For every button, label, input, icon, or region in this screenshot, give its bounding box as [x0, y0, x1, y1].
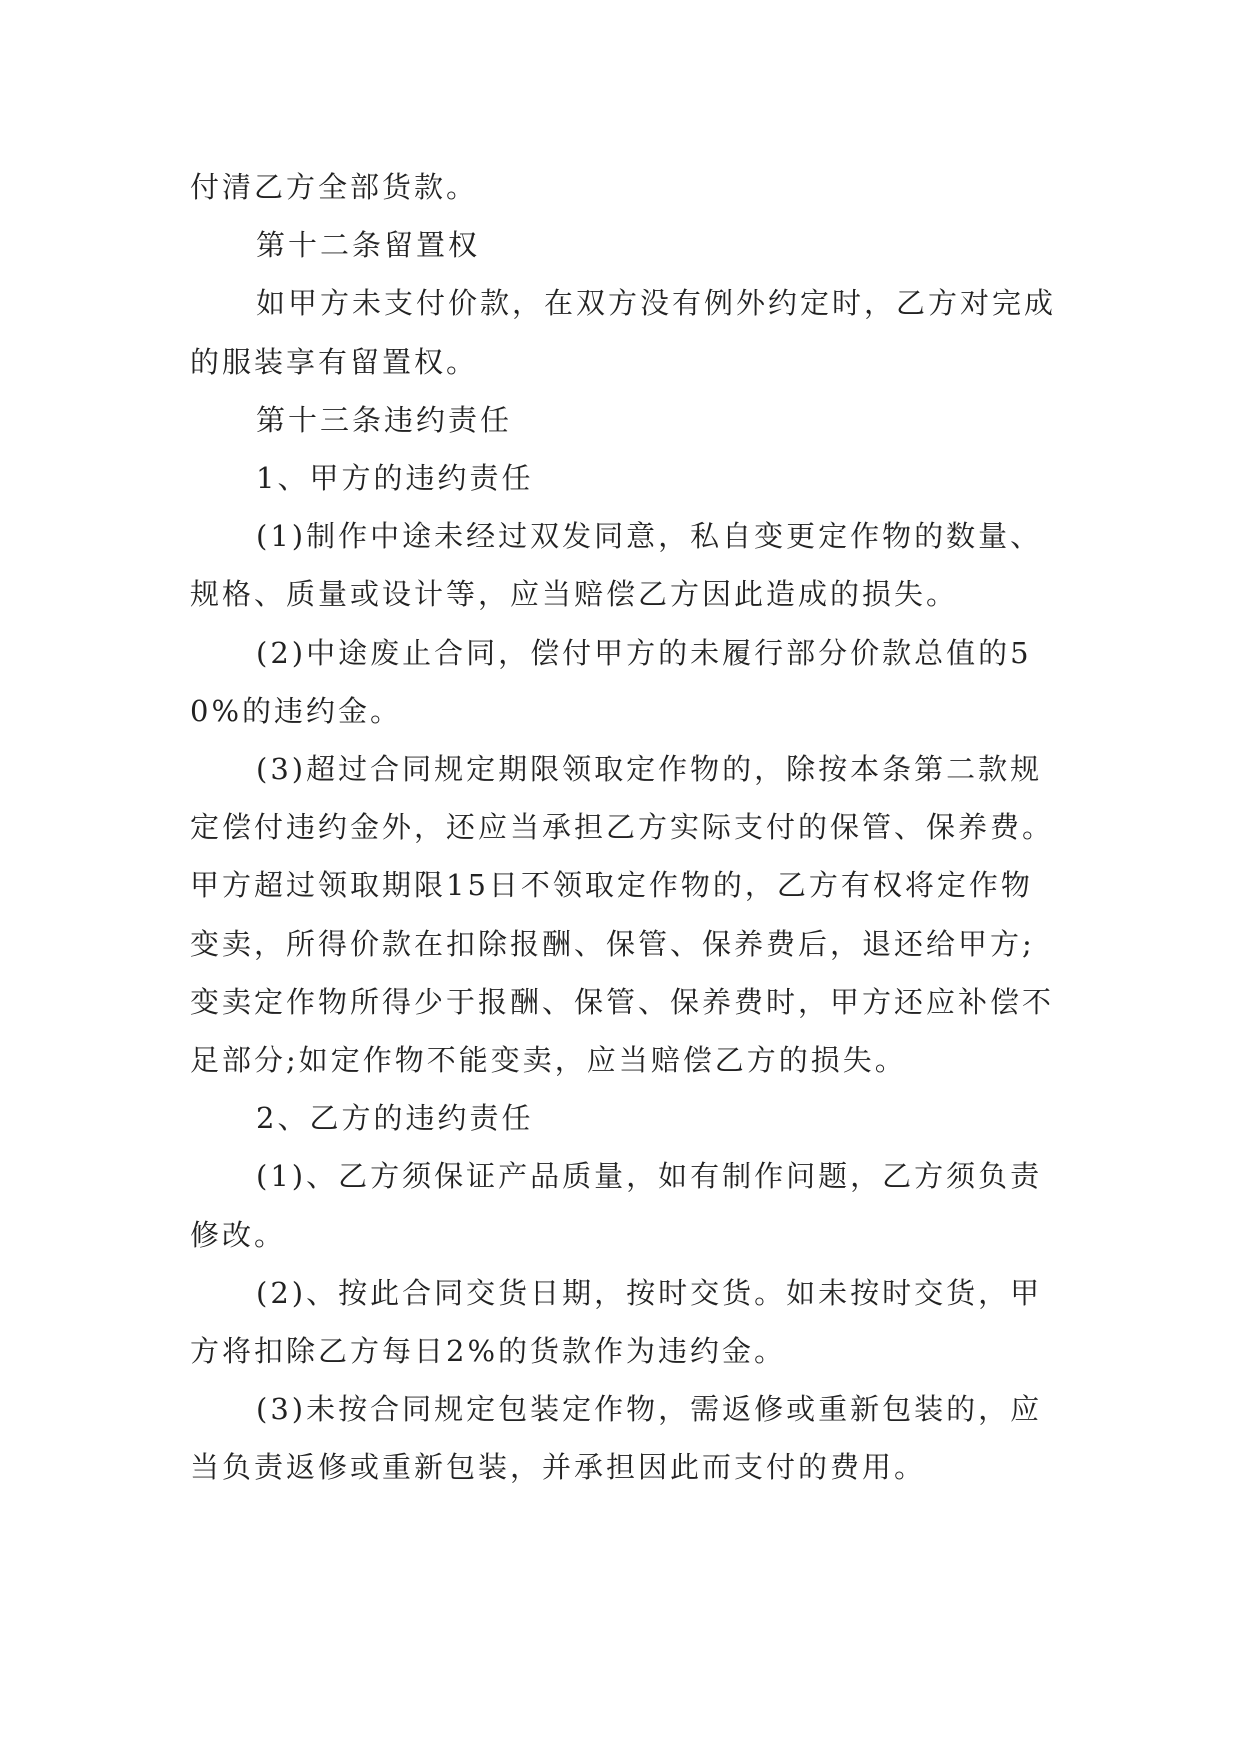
paragraph-continuation: 付清乙方全部货款。: [190, 170, 479, 204]
party-a-clause-3: (3)超过合同规定期限领取定作物的，除按本条第二款规定偿付违约金外，还应当承担乙方实际支付的保管、保养费。甲方超过领取期限15日不领取定作物的，乙方有权将定作物变卖，所得价款在扣除报酬、保管、保养费后，退还给甲方;变卖定作物所得少于报酬、保管、保养费时，甲方还应补偿不足部分;如定作物不能变卖，应当赔偿乙方的损失。: [190, 752, 1055, 1078]
party-b-liability-heading: 2、乙方的违约责任: [256, 1101, 534, 1136]
article-13-heading: 第十三条违约责任: [256, 402, 513, 437]
party-a-clause-2: (2)中途废止合同，偿付甲方的未履行部分价款总值的50%的违约金。: [190, 635, 1032, 728]
party-b-clause-3: (3)未按合同规定包装定作物，需返修或重新包装的，应当负责返修或重新包装，并承担因此而支付的费用。: [190, 1392, 1043, 1485]
article-12-heading: 第十二条留置权: [256, 228, 481, 263]
party-a-liability-heading: 1、甲方的违约责任: [256, 461, 534, 496]
party-a-clause-1: (1)制作中途未经过双发同意，私自变更定作物的数量、规格、质量或设计等，应当赔偿乙方因此造成的损失。: [190, 519, 1043, 612]
party-b-clause-1: (1)、乙方须保证产品质量，如有制作问题，乙方须负责修改。: [190, 1159, 1043, 1252]
article-12-body: 如甲方未支付价款，在双方没有例外约定时，乙方对完成的服装享有留置权。: [190, 286, 1057, 379]
document-body: [190, 158, 1060, 1497]
party-b-clause-2: (2)、按此合同交货日期，按时交货。如未按时交货，甲方将扣除乙方每日2%的货款作为违约金。: [190, 1275, 1043, 1369]
